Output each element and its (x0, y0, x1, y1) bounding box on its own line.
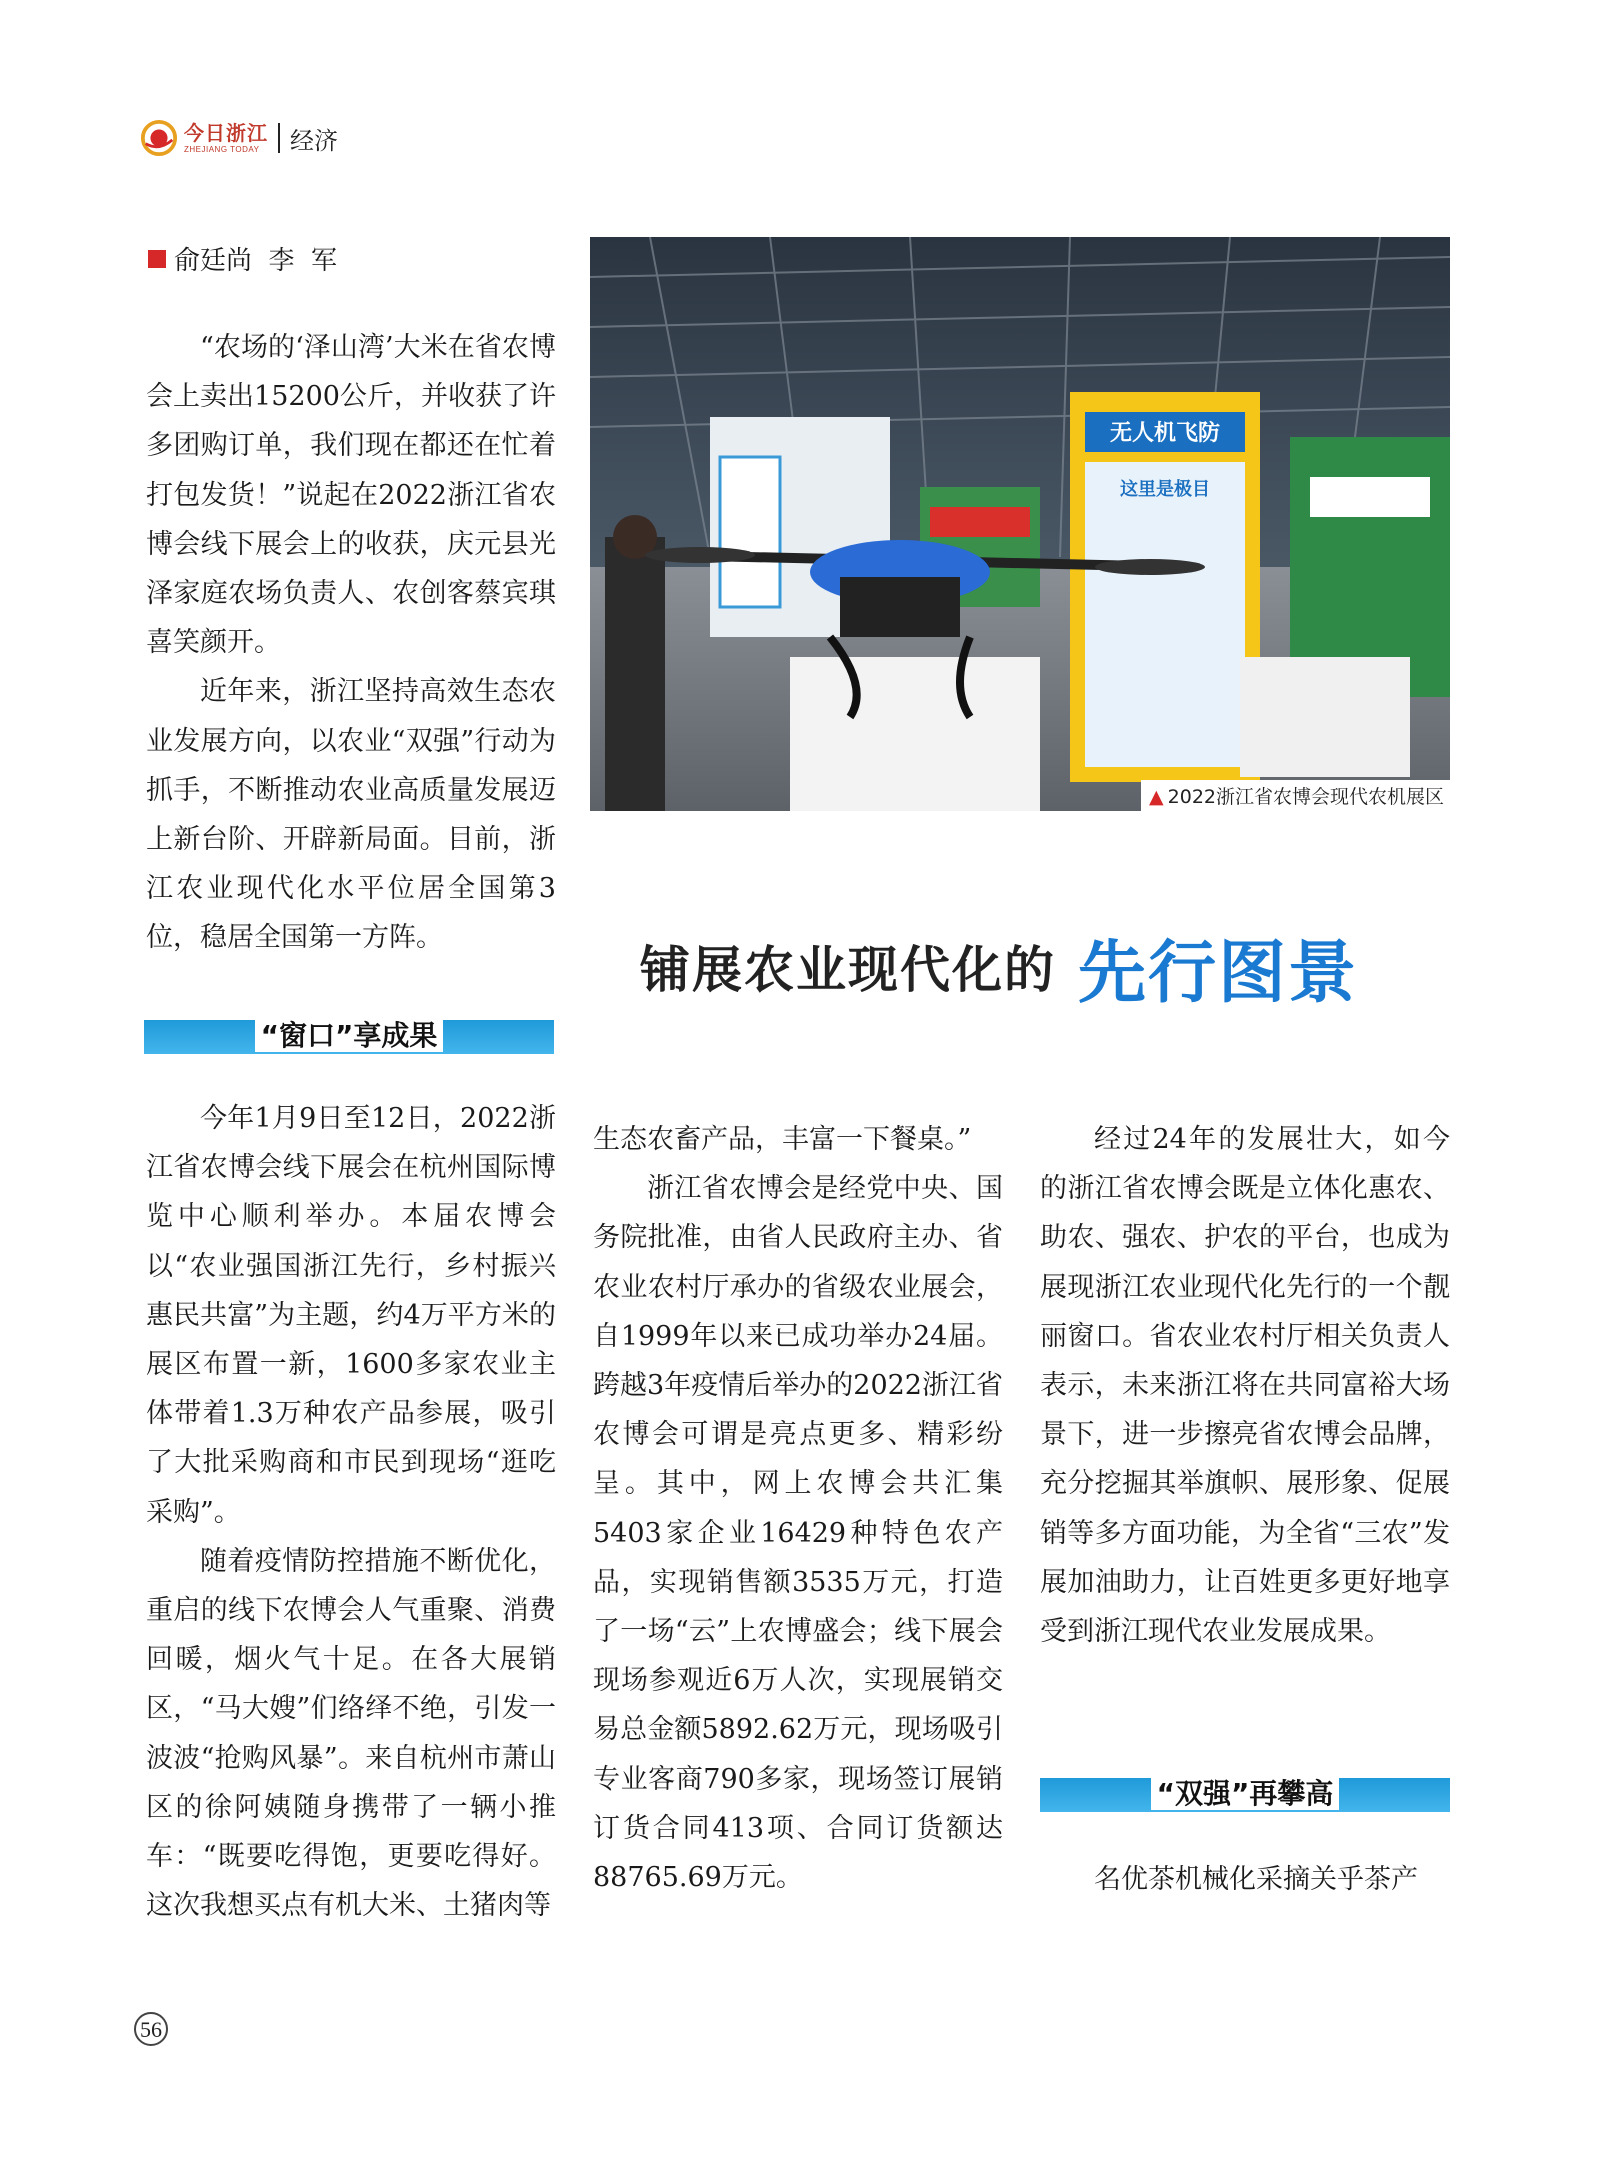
body-paragraph: 今年1月9日至12日，2022浙江省农博会线下展会在杭州国际博览中心顺利举办。本届农博会以“农业强国浙江先行，乡村振兴惠民共富”为主题，约4万平方米的展区布置一新，1600多家农业主体带着1.3万种农产品参展，吸引了大批采购商和市民到现场“逛吃采购”。 (146, 1103, 556, 1528)
logo-english: ZHEJIANG TODAY (184, 144, 260, 154)
section1-right-column (1040, 1115, 1450, 1656)
magazine-logo-icon (140, 119, 178, 157)
body-paragraph: 名优茶机械化采摘关乎茶产 (1094, 1864, 1418, 1895)
body-paragraph: 经过24年的发展壮大，如今的浙江省农博会既是立体化惠农、助农、强农、护农的平台，也成为展现浙江农业现代化先行的一个靓丽窗口。省农业农村厅相关负责人表示，未来浙江将在共同富裕大场景下，进一步擦亮省农博会品牌，充分挖掘其举旗帜、展形象、促展销等多方面功能，为全省“三农”发展加油助力，让百姓更多更好地享受到浙江现代农业发展成果。 (1040, 1124, 1450, 1648)
author-names: 俞廷尚 李 军 (174, 246, 338, 276)
intro-text-column (146, 323, 556, 963)
photo-caption (1141, 780, 1450, 811)
drone-exhibition-illustration (590, 237, 1450, 811)
section-heading-text: “双强”再攀高 (1151, 1777, 1340, 1810)
article-headline (640, 930, 1359, 1013)
caption-text: 2022浙江省农博会现代农机展区 (1167, 786, 1444, 808)
intro-paragraph: “农场的‘泽山湾’大米在省农博会上卖出15200公斤，并收获了许多团购订单，我们现在都还在忙着打包发货！”说起在2022浙江省农博会线下展会上的收获，庆元县光泽家庭农场负责人、农创客蔡宾琪喜笑颜开。 (146, 332, 556, 659)
section-heading-window (144, 1020, 554, 1054)
booth-board-text: 这里是极目 (1120, 479, 1210, 500)
section-label: 经济 (290, 126, 338, 155)
section-heading-dual-strength (1040, 1778, 1450, 1812)
headline-main: 铺展农业现代化的 (640, 940, 1056, 999)
intro-paragraph: 近年来，浙江坚持高效生态农业发展方向，以农业“双强”行动为抓手，不断推动农业高质量发展迈上新台阶、开辟新局面。目前，浙江农业现代化水平位居全国第3位，稳居全国第一方阵。 (146, 676, 556, 954)
section1-middle-column (593, 1115, 1003, 1902)
body-paragraph: 随着疫情防控措施不断优化，重启的线下农博会人气重聚、消费回暖，烟火气十足。在各大展销区，“马大嫂”们络绎不绝，引发一波波“抢购风暴”。来自杭州市萧山区的徐阿姨随身携带了一辆小推车：“既要吃得饱，更要吃得好。这次我想买点有机大米、土猪肉等 (146, 1545, 556, 1922)
exhibition-photo (590, 237, 1450, 811)
magazine-logo-text (184, 120, 268, 154)
header-divider (278, 123, 280, 153)
byline-square-icon (148, 250, 166, 268)
magazine-header (140, 118, 338, 158)
byline (148, 240, 337, 277)
section1-left-column (146, 1094, 556, 1930)
body-paragraph-continued: 生态农畜产品，丰富一下餐桌。” (593, 1124, 972, 1155)
section-heading-text: “窗口”享成果 (255, 1019, 444, 1052)
logo-chinese: 今日浙江 (184, 120, 268, 145)
section2-column (1040, 1855, 1450, 1904)
body-paragraph: 浙江省农博会是经党中央、国务院批准，由省人民政府主办、省农业农村厅承办的省级农业展会，自1999年以来已成功举办24届。跨越3年疫情后举办的2022浙江省农博会可谓是亮点更多、精彩纷呈。其中，网上农博会共汇集5403家企业16429种特色农产品，实现销售额3535万元，打造了一场“云”上农博盛会；线下展会现场参观近6万人次，实现展销交易总金额5892.62万元，现场吸引专业客商790多家，现场签订展销订货合同413项、合同订货额达88765.69万元。 (593, 1173, 1003, 1894)
headline-accent: 先行图景 (1078, 934, 1359, 1013)
booth-sign-text: 无人机飞防 (1109, 421, 1221, 446)
page-number: 56 (134, 2012, 168, 2046)
triangle-icon: ▲ (1149, 786, 1164, 808)
